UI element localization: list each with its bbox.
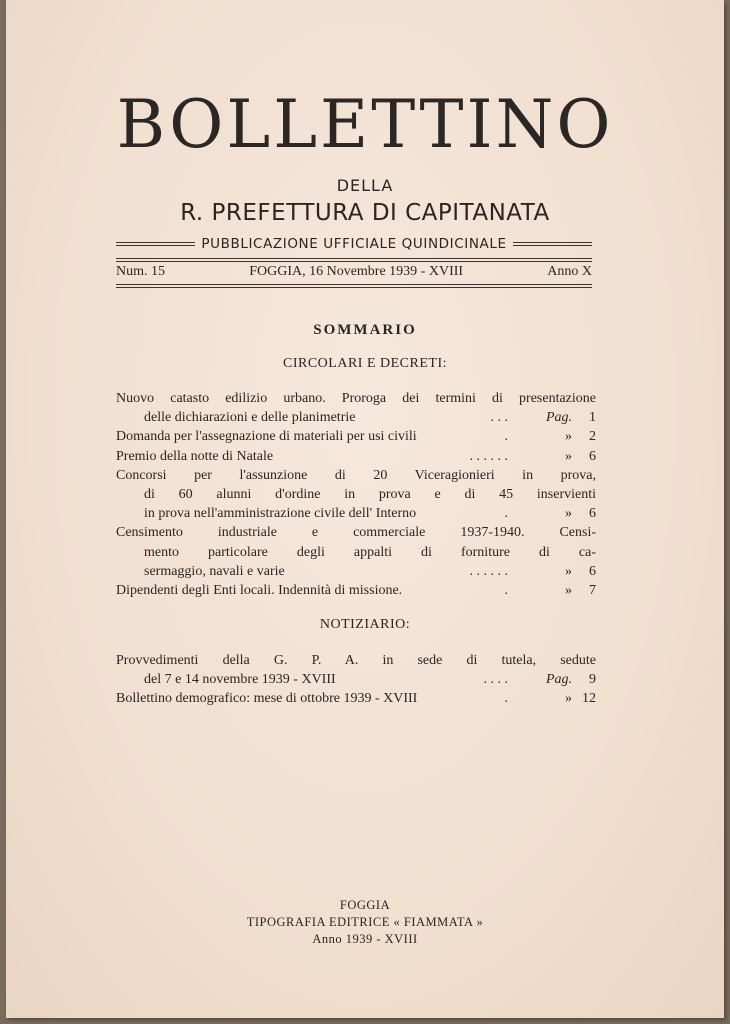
toc-entry-text: del 7 e 14 novembre 1939 - XVIII [144, 672, 336, 688]
toc-entry-line: Censimento industriale e commerciale 1937-1940. Censi- [116, 525, 596, 541]
toc-entry-text: Dipendenti degli Enti locali. Indennità di missione. [116, 583, 403, 599]
issue-number: Num. 15 [116, 264, 165, 279]
toc-page-prefix: » [565, 691, 572, 707]
colophon-year: Anno 1939 - XVIII [312, 932, 418, 946]
sommario-heading: SOMMARIO [313, 322, 417, 338]
toc-page-prefix: » [565, 448, 572, 464]
toc-leader-dots: . . . [490, 410, 508, 426]
issue-place-date: FOGGIA, 16 Novembre 1939 - XVIII [249, 264, 464, 279]
toc-entry-line: mento particolare degli appalti di forniture di ca- [144, 544, 596, 560]
toc-entry-text: delle dichiarazioni e delle planimetrie [144, 410, 356, 426]
toc-leader-dots: . . . . . . [469, 448, 508, 464]
toc-entry [116, 651, 596, 689]
colophon [6, 897, 724, 948]
publication-subtitle-row [116, 234, 592, 254]
toc-page-prefix: » [565, 429, 572, 445]
toc-page-prefix: » [565, 506, 572, 522]
toc-entry-last-line [116, 689, 596, 708]
toc-entry-last-line [116, 427, 596, 446]
toc-entry-last-line [116, 670, 596, 689]
top-info-rule [116, 258, 592, 262]
toc-entry [116, 523, 596, 581]
toc-page-number: 6 [589, 448, 596, 464]
circolari-heading: CIRCOLARI E DECRETI: [283, 356, 447, 371]
prefettura-title: R. PREFETTURA DI CAPITANATA [180, 200, 550, 226]
toc-entry-text: Bollettino demografico: mese di ottobre 1939 - XVIII [116, 691, 418, 707]
toc-entry-text: sermaggio, navali e varie [144, 563, 285, 579]
toc-entry [116, 689, 596, 708]
bottom-info-rule [116, 284, 592, 288]
toc-leader-dots: . [504, 691, 508, 707]
toc-page-number: 1 [589, 410, 596, 426]
toc-entry-text: Domanda per l'assegnazione di materiali per usi civili [116, 429, 417, 445]
toc-page-number: 12 [582, 691, 596, 707]
toc-page-number: 6 [589, 506, 596, 522]
toc-leader-dots: . [504, 583, 508, 599]
toc-entry-text: in prova nell'amministrazione civile dell' Interno [144, 506, 417, 522]
toc-entry-last-line [116, 408, 596, 427]
publication-subtitle: PUBBLICAZIONE UFFICIALE QUINDICINALE [201, 236, 507, 252]
della-label: DELLA [336, 176, 394, 195]
toc-entry [116, 447, 596, 466]
toc-entry [116, 466, 596, 524]
toc-leader-dots: . [504, 429, 508, 445]
issue-info-row [116, 264, 592, 280]
toc-entry-last-line [116, 447, 596, 466]
toc-entry-text: Premio della notte di Natale [116, 448, 274, 464]
toc-entry-line: di 60 alunni d'ordine in prova e di 45 inservienti [144, 487, 596, 503]
publication-title: BOLLETTINO [116, 86, 614, 163]
colophon-printer: TIPOGRAFIA EDITRICE « FIAMMATA » [246, 915, 484, 929]
toc-page-prefix: » [565, 563, 572, 579]
toc-leader-dots: . . . . . . [469, 563, 508, 579]
toc-entry [116, 427, 596, 446]
toc-entry-last-line [116, 581, 596, 600]
colophon-city: FOGGIA [339, 898, 391, 912]
left-double-rule [116, 242, 195, 246]
right-double-rule [513, 242, 592, 246]
toc-page-prefix: Pag. [545, 672, 572, 688]
toc-page-number: 7 [589, 583, 596, 599]
toc-page-number: 9 [589, 672, 596, 688]
toc-page-prefix: » [565, 583, 572, 599]
toc-entry-last-line [116, 562, 596, 581]
issue-year: Anno X [547, 264, 592, 279]
notiziario-heading: NOTIZIARIO: [319, 617, 411, 632]
toc-page-number: 6 [589, 563, 596, 579]
toc-entry-line: Provvedimenti della G. P. A. in sede di tutela, sedute [116, 653, 596, 668]
toc-page-prefix: Pag. [545, 410, 572, 426]
notiziario-list [116, 651, 596, 709]
toc-entry-last-line [116, 504, 596, 523]
toc-leader-dots: . [504, 506, 508, 522]
toc-leader-dots: . . . . [483, 672, 508, 688]
toc-entry [116, 581, 596, 600]
toc-page-number: 2 [589, 429, 596, 445]
toc-entry [116, 389, 596, 427]
circolari-list [116, 389, 596, 600]
toc-entry-line: Nuovo catasto edilizio urbano. Proroga dei termini di presentazione [116, 391, 596, 406]
document-page [6, 0, 724, 1018]
toc-entry-line: Concorsi per l'assunzione di 20 Viceragionieri in prova, [116, 467, 596, 483]
